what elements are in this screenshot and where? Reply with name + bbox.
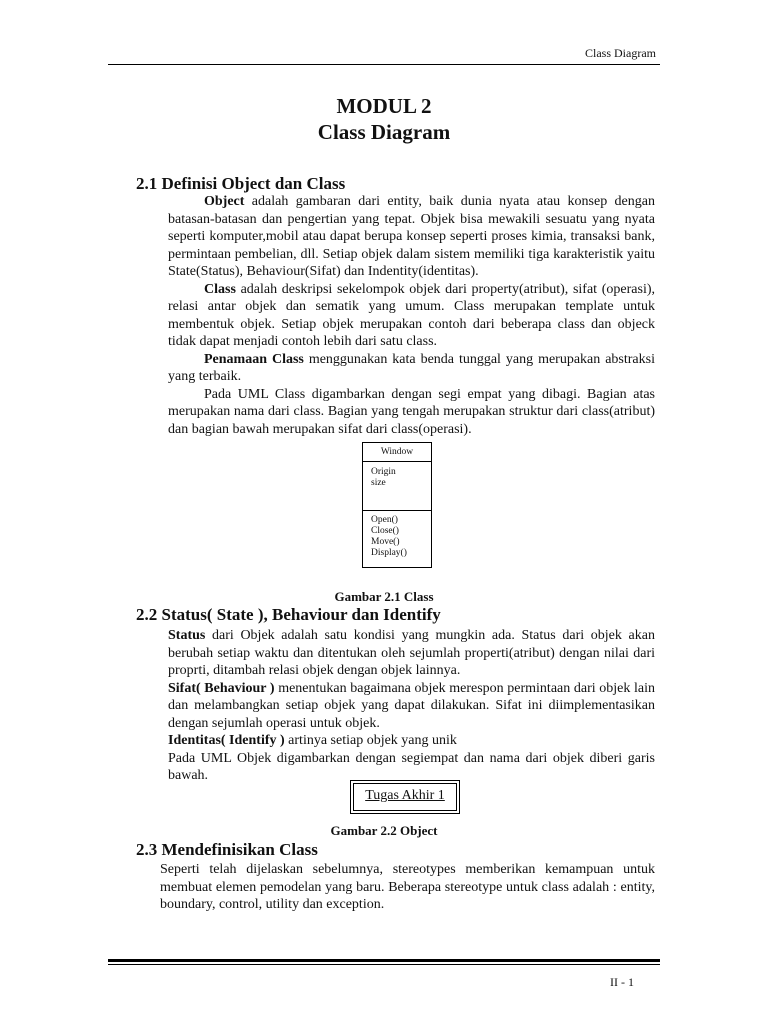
paragraph-identity: [168, 732, 655, 750]
uml-object-diagram: [350, 780, 460, 814]
figure-caption-class: Gambar 2.1 Class: [334, 589, 434, 604]
uml-operation: Move(): [371, 537, 400, 547]
paragraph-object: [168, 193, 655, 281]
paragraph-text: adalah deskripsi sekelompok objek dari property(atribut), sifat (operasi), relasi antar objek dan sematik yang umum. Class merupakan template untuk membentuk objek. Setiap objek merupakan contoh dari beberapa class dan objeck tidak dapat menjadi contoh lebih dari satu class.: [168, 281, 655, 349]
uml-class-name: Window: [363, 443, 431, 462]
paragraph-text: artinya setiap objek yang unik: [284, 733, 457, 748]
paragraph-stereotypes: Seperti telah dijelaskan sebelumnya, stereotypes memberikan kemampuan untuk membuat elemen pemodelan yang baru. Beberapa stereotype untuk class adalah : entity, boundary, control, utility dan exception.: [160, 862, 655, 912]
uml-attributes: [363, 462, 431, 511]
paragraph-status: [168, 627, 655, 680]
module-title: MODUL 2: [336, 94, 432, 118]
term-behaviour: Sifat( Behaviour ): [168, 680, 275, 696]
section-heading-2-1: 2.1 Definisi Object dan Class: [136, 174, 346, 193]
uml-operation: Open(): [371, 515, 398, 525]
footer-rule-thick: [108, 959, 660, 962]
paragraph-text: adalah gambaran dari entity, baik dunia nyata atau konsep dengan batasan-batasan dan pengertian yang tepat. Objek bisa mewakili sesuatu yang nyata seperti komputer,mobil atau dapat berupa konsep seperti proses kimia, transaksi bank, permintaan pembelian, dll. Setiap objek dalam sistem memiliki tiga karakteristik yaitu State(Status), Behaviour(Sifat) dan Indentity(identitas).: [168, 194, 655, 279]
page-number: II - 1: [610, 975, 634, 989]
paragraph-behaviour: [168, 680, 655, 733]
paragraph-uml-object: Pada UML Objek digambarkan dengan segiempat dan nama dari objek diberi garis bawah.: [168, 750, 655, 783]
section-heading-2-2: 2.2 Status( State ), Behaviour dan Identify: [136, 605, 441, 624]
paragraph-class: [168, 281, 655, 351]
section-2-1-body: [168, 193, 655, 438]
paragraph-text: menentukan bagaimana objek merespon permintaan dari objek lain dan melambangkan setiap objek yang dapat dilakukan. Sifat ini diimplementasikan dengan sejumlah operasi untuk objek.: [168, 680, 655, 731]
section-2-2-body: [168, 627, 655, 785]
uml-class-diagram: [362, 442, 432, 568]
paragraph-text: dari Objek adalah satu kondisi yang mungkin ada. Status dari objek akan berubah setiap waktu dan ditentukan oleh sejumlah properti(atribut) dengan nilai dari proprti, ditambah relasi objek dengan objek lainnya.: [168, 628, 655, 678]
uml-operations: [363, 511, 431, 559]
term-object: Object: [204, 194, 245, 209]
uml-attribute: Origin: [371, 467, 396, 477]
uml-attribute: size: [371, 478, 386, 488]
section-2-3-body: [160, 861, 655, 914]
object-label: Tugas Akhir 1: [365, 788, 445, 803]
module-subtitle: Class Diagram: [317, 120, 451, 144]
term-status: Status: [168, 628, 206, 643]
uml-operation: Display(): [371, 548, 407, 558]
running-header: Class Diagram: [585, 46, 656, 60]
uml-operation: Close(): [371, 526, 399, 536]
footer-rule-thin: [108, 964, 660, 965]
term-identity: Identitas( Identify ): [168, 733, 285, 748]
paragraph-text: menggunakan kata benda tunggal yang merupakan abstraksi yang terbaik.: [168, 351, 655, 384]
figure-caption-object: Gambar 2.2 Object: [330, 823, 438, 838]
section-heading-2-3: 2.3 Mendefinisikan Class: [136, 840, 318, 859]
paragraph-uml-class: Pada UML Class digambarkan dengan segi empat yang dibagi. Bagian atas merupakan nama dari class. Bagian yang tengah merupakan struktur dari class(atribut) dan bagian bawah merupakan sifat dari class(operasi).: [168, 386, 655, 437]
term-class: Class: [204, 281, 236, 297]
paragraph-naming: [168, 351, 655, 386]
header-rule: [108, 64, 660, 65]
term-naming: Penamaan Class: [204, 351, 304, 367]
